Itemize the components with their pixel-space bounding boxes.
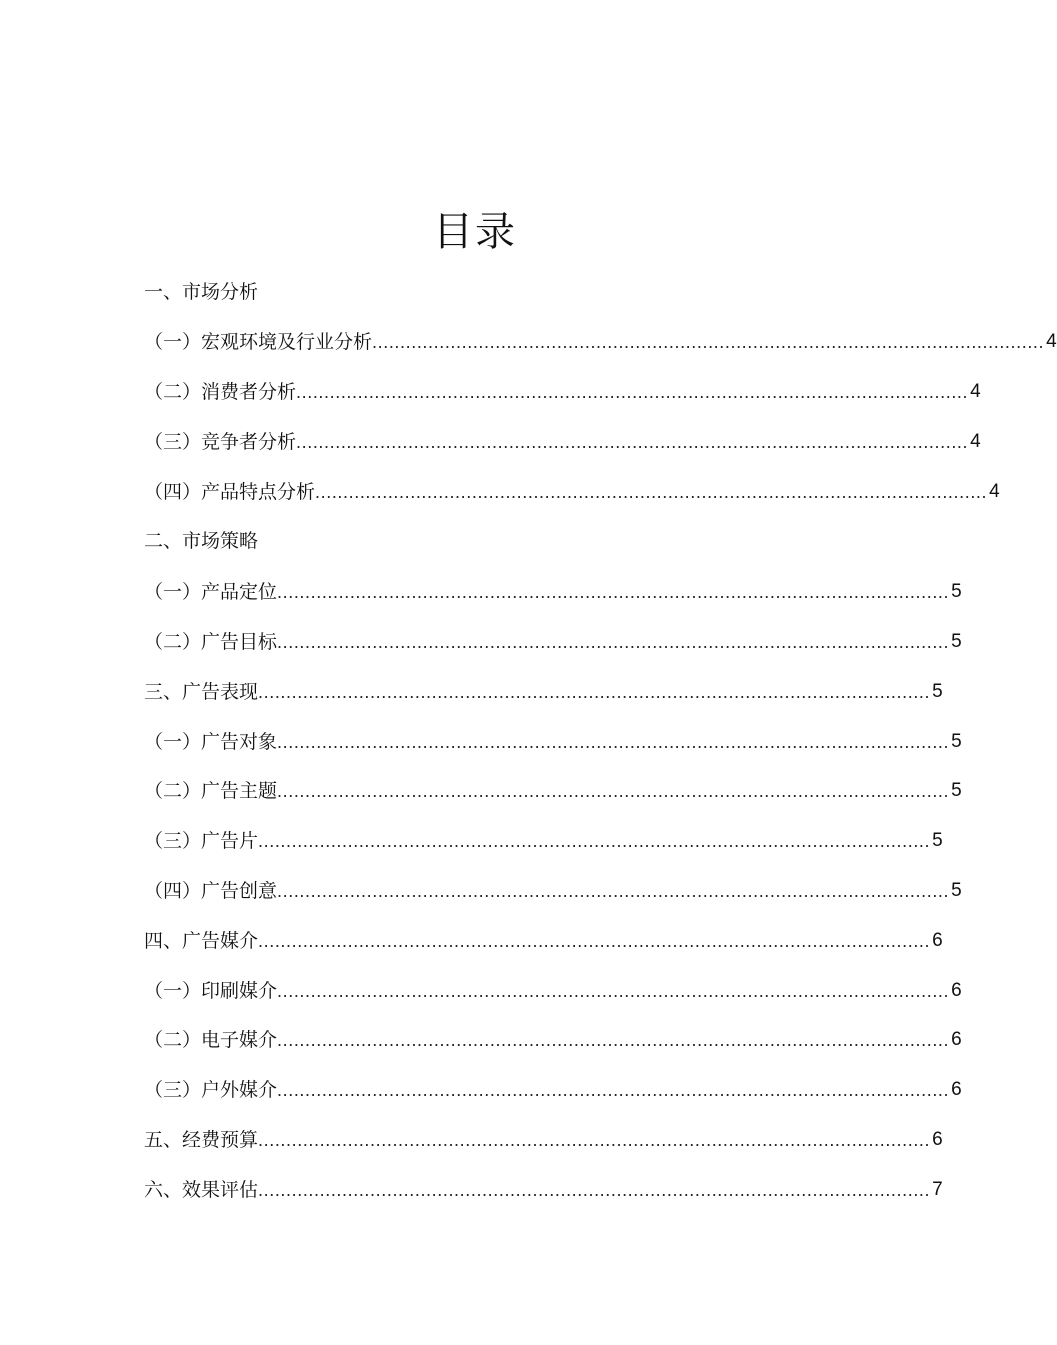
dot-leader: ........................................................................................................................ (372, 332, 1045, 352)
toc-entry-page: 5 (951, 880, 962, 901)
toc-entry[interactable] (144, 878, 962, 904)
toc-entry-page: 5 (951, 731, 962, 752)
dot-leader: ........................................................................................................................ (258, 931, 931, 951)
toc-entry[interactable] (144, 928, 943, 954)
dot-leader: ........................................................................................................................ (277, 1030, 950, 1050)
toc-entry-label: 四、广告媒介 (144, 930, 259, 952)
dot-leader: ........................................................................................................................ (277, 632, 950, 652)
toc-entry[interactable] (144, 1077, 962, 1103)
toc-entry[interactable] (144, 479, 1000, 505)
toc-entry[interactable] (144, 679, 943, 705)
toc-entry-label: （四）产品特点分析 (144, 481, 316, 503)
toc-entry-label: 一、市场分析 (144, 281, 259, 303)
toc-entry-page: 5 (932, 830, 943, 851)
dot-leader: ........................................................................................................................ (277, 582, 950, 602)
toc-entry-label: 五、经费预算 (144, 1129, 259, 1151)
toc-entry-page: 5 (951, 780, 962, 801)
toc-entry-label: （四）广告创意 (144, 880, 278, 902)
dot-leader: ........................................................................................................................ (277, 1080, 950, 1100)
dot-leader: ........................................................................................................................ (258, 1130, 931, 1150)
toc-entry-page: 7 (932, 1179, 943, 1200)
toc-entry-label: （二）电子媒介 (144, 1029, 278, 1051)
toc-entry[interactable] (144, 629, 962, 655)
toc-entry[interactable] (144, 828, 943, 854)
dot-leader: ........................................................................................................................ (277, 881, 950, 901)
toc-entry-label: 六、效果评估 (144, 1179, 259, 1201)
dot-leader: ........................................................................................................................ (277, 781, 950, 801)
toc-entry[interactable] (144, 1027, 962, 1053)
dot-leader: ........................................................................................................................ (296, 382, 969, 402)
toc-entry[interactable] (144, 279, 344, 305)
dot-leader: ........................................................................................................................ (277, 981, 950, 1001)
toc-entry[interactable] (144, 778, 962, 804)
toc-entry[interactable] (144, 429, 981, 455)
toc-entry-page: 6 (951, 1079, 962, 1100)
toc-entry-page: 6 (932, 1129, 943, 1150)
dot-leader: ........................................................................................................................ (258, 682, 931, 702)
toc-entry-page: 4 (970, 381, 981, 402)
dot-leader: ........................................................................................................................ (277, 732, 950, 752)
toc-entry-label: （三）广告片 (144, 830, 259, 852)
toc-entry-page: 6 (951, 1029, 962, 1050)
page-title: 目录 (433, 209, 517, 255)
toc-entry[interactable] (144, 528, 344, 554)
toc-entry-page: 4 (989, 481, 1000, 502)
toc-entry-label: （一）宏观环境及行业分析 (144, 331, 373, 353)
dot-leader: ........................................................................................................................ (258, 1180, 931, 1200)
toc-entry-page: 4 (1046, 331, 1057, 352)
toc-entry-label: （三）竞争者分析 (144, 431, 297, 453)
dot-leader: ........................................................................................................................ (258, 831, 931, 851)
toc-entry-page: 6 (932, 930, 943, 951)
toc-entry-label: （一）产品定位 (144, 581, 278, 603)
toc-entry-page: 5 (951, 631, 962, 652)
toc-entry[interactable] (144, 978, 962, 1004)
toc-entry[interactable] (144, 1127, 943, 1153)
toc-entry[interactable] (144, 379, 981, 405)
toc-entry-page: 5 (932, 681, 943, 702)
toc-entry-label: （二）广告主题 (144, 780, 278, 802)
toc-entry-label: 二、市场策略 (144, 530, 259, 552)
toc-entry-label: （二）消费者分析 (144, 381, 297, 403)
toc-entry-label: （一）广告对象 (144, 731, 278, 753)
toc-entry-label: （一）印刷媒介 (144, 980, 278, 1002)
toc-entry-label: 三、广告表现 (144, 681, 259, 703)
toc-entry-page: 4 (970, 431, 981, 452)
toc-entry[interactable] (144, 729, 962, 755)
dot-leader: ........................................................................................................................ (315, 482, 988, 502)
toc-entry-page: 5 (951, 581, 962, 602)
toc-entry[interactable] (144, 1177, 943, 1203)
toc-entry-page: 6 (951, 980, 962, 1001)
dot-leader: ........................................................................................................................ (296, 432, 969, 452)
toc-entry-label: （三）户外媒介 (144, 1079, 278, 1101)
toc-entry[interactable] (144, 329, 1057, 355)
toc-entry[interactable] (144, 579, 962, 605)
toc-entry-label: （二）广告目标 (144, 631, 278, 653)
